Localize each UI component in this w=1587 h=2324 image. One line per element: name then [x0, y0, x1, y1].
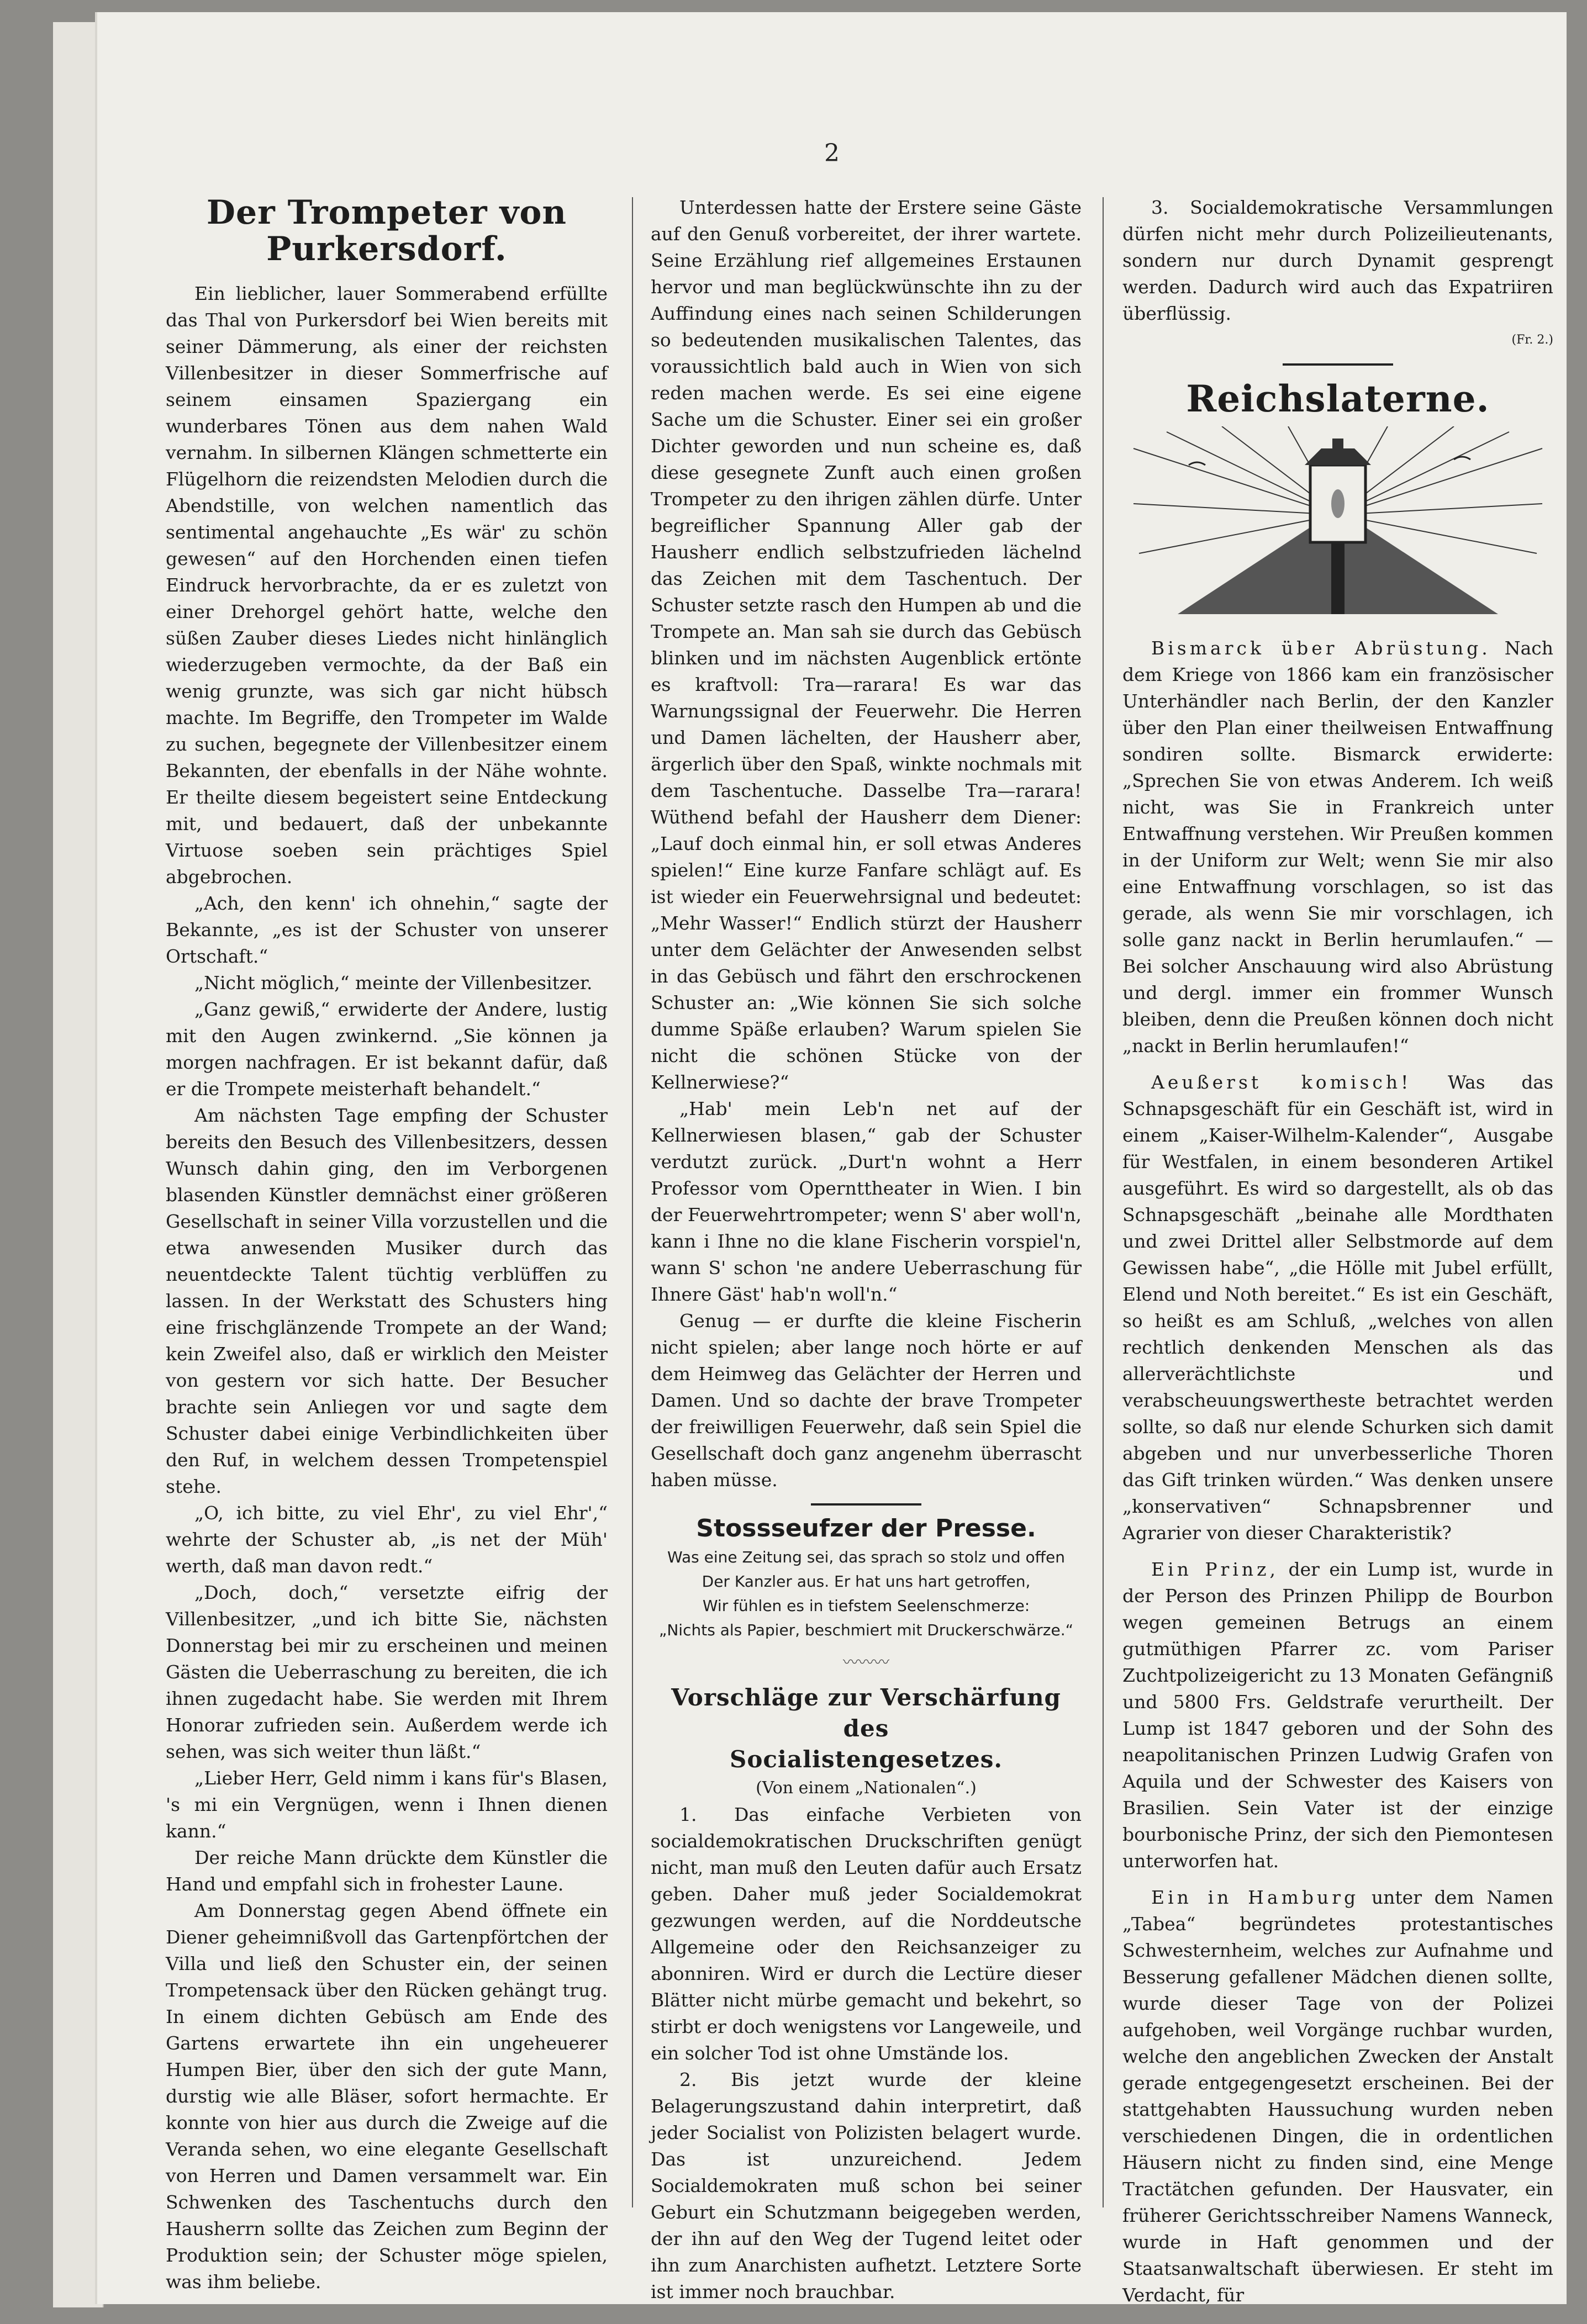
reichslaterne-title: Reichslaterne. [1186, 377, 1490, 420]
news-item [1122, 1556, 1553, 1874]
lantern-illustration [1122, 426, 1553, 625]
paragraph: 2. Bis jetzt wurde der kleine Belagerungszustand dahin interpretirt, daß jeder Socialist von Polizisten belagert wurde. Das ist unzureichend. Jedem Socialdemokraten muß schon bei seiner Geburt ein Schutzmann beigegeben werden, der ihn auf den Weg der Tugend leitet oder ihn zum Anarchisten aufhetzt. Letztere Sorte ist immer noch brauchbar. [651, 2069, 1082, 2302]
poem [651, 1545, 1082, 1642]
section-rule-col3 [1283, 363, 1393, 366]
page-number: 2 [824, 139, 840, 167]
section-title-line-2: Socialistengesetzes. [730, 1746, 1003, 1773]
newspaper-page [97, 12, 1567, 2304]
paragraph: „Doch, doch,“ versetzte eifrig der Villenbesitzer, „und ich bitte Sie, nächsten Donnerstag bei mir zu erscheinen und meinen Gästen die Ueberraschung zu bereiten, die ich ihnen zugedacht habe. Sie werden mit Ihrem Honorar zufrieden sein. Außerdem werde ich sehen, was sich weiter thun läßt.“ [166, 1582, 608, 1762]
news-item-text: Nach dem Kriege von 1866 kam ein französischer Unterhändler nach Berlin, der den Kanzler über den Plan einer theilweisen Entwaffnung sondiren sollte. Bismarck erwiderte: „Sprechen Sie von etwas Anderem. Ich weiß nicht, was Sie in Frankreich unter Entwaffnung verstehen. Wir Preußen kommen in der Uniform zur Welt; wenn Sie mir also eine Entwaffnung vorschlagen, so ist das gerade, als wenn Sie mir vorschlagen, ich solle ganz nackt in Berlin herumlaufen.“ — Bei solcher Anschauung wird also Abrüstung und dergl. immer ein frommer Wunsch bleiben, denn die Preußen können doch nicht „nackt in Berlin herumlaufen!“ [1122, 637, 1553, 1057]
news-item [1122, 635, 1553, 1059]
news-item [1122, 1069, 1553, 1546]
section-rule [811, 1503, 921, 1506]
news-item [1122, 1884, 1553, 2309]
article-body-trompeter [166, 281, 608, 2295]
paragraph: Am nächsten Tage empfing der Schuster bereits den Besuch des Villenbesitzers, dessen Wunsch dahin ging, den im Verborgenen blasenden Künstler demnächst einer größeren Gesellschaft in seiner Villa vorzustellen und die etwa anwesenden Musiker durch das neuentdeckte Talent tüchtig verblüffen zu lassen. In der Werkstatt des Schusters hing eine frischglänzende Trompete an der Wand; kein Zweifel also, daß er wirklich den Meister von gestern vor sich hatte. Der Besucher brachte sein Anliegen vor und sagte dem Schuster dabei einige Verbindlichkeiten über den Ruf, in welchem dessen Trompetenspiel stehe. [166, 1105, 608, 1497]
paragraph: Genug — er durfte die kleine Fischerin nicht spielen; aber lange noch hörte er auf dem Heimweg das Gelächter der Herren und Damen. Und so dachte der brave Trompeter der freiwilligen Feuerwehr, daß sein Spiel die Gesellschaft doch ganz angenehm überrascht haben müsse. [651, 1310, 1082, 1491]
news-item-lead: Ein in Hamburg [1151, 1887, 1359, 1908]
paragraph: „O, ich bitte, zu viel Ehr', zu viel Ehr',“ wehrte der Schuster ab, „is net der Müh' werth, daß man davon redt.“ [166, 1502, 608, 1577]
column-divider-2 [1103, 197, 1104, 2207]
paragraph: „Hab' mein Leb'n net auf der Kellnerwiesen blasen,“ gab der Schuster verdutzt zurück. „Durt'n wohnt a Herr Professor vom Opernttheater in Wien. I bin der Feuerwehrtrompeter; wenn S' aber woll'n, kann i Ihne no die klane Fischerin vorspiel'n, wann S' schon 'ne andere Ueberraschung für Ihnere Gäst' hab'n woll'n.“ [651, 1098, 1082, 1305]
poem-line: Der Kanzler aus. Er hat uns hart getroffen, [702, 1572, 1031, 1591]
column-1 [166, 194, 608, 2295]
news-item-lead: Aeußerst komisch! [1151, 1071, 1412, 1093]
paragraph: „Ach, den kenn' ich ohnehin,“ sagte der Bekannte, „es ist der Schuster von unserer Ortschaft.“ [166, 892, 608, 967]
news-item-text: Was das Schnapsgeschäft für ein Geschäft ist, wird in einem „Kaiser-Wilhelm-Kalender“, Ausgabe für Westfalen, in einem besonderen Artikel ausgeführt. Es wird so dargestellt, als ob das Schnapsgeschäft „beinahe alle Mordthaten und zwei Drittel aller Selbstmorde auf dem Gewissen habe“, „die Hölle mit Jubel erfüllt, Elend und Noth bereitet.“ Es ist ein Geschäft, so heißt es am Schluß, „welches von allen rechtlich denkenden Menschen als das allerverächtlichste und verabscheuungswertheste betrachtet werden sollte, so daß nur elende Schurken sich damit abgeben und nur unverbesserliche Thoren das Gift trinken würden.“ Was denken unsere „konservativen“ Schnapsbrenner und Agrarier von dieser Charakteristik? [1122, 1071, 1553, 1544]
poem-line: Wir fühlen es in tiefstem Seelenschmerze: [702, 1597, 1030, 1615]
paragraph: „Lieber Herr, Geld nimm i kans für's Blasen, 's mi ein Vergnügen, wenn i Ihnen dienen kann.“ [166, 1767, 608, 1842]
news-item-text: unter dem Namen „Tabea“ begründetes protestantisches Schwesternheim, welches zur Aufnahme und Besserung gefallener Mädchen dienen sollte, wurde dieser Tage von der Polizei aufgehoben, weil Vorgänge ruchbar wurden, welche den angeblichen Zwecken der Anstalt gerade entgegengesetzt erscheinen. Bei der stattgehabten Haussuchung wurden neben verschiedenen Dingen, die in ordentlichen Häusern nicht zu finden sind, eine Menge Tractätchen gefunden. Der Hausvater, ein früherer Gerichtsschreiber Namens Wanneck, wurde in Haft genommen und der Staatsanwaltschaft überwiesen. Er steht im Verdacht, für [1122, 1887, 1553, 2306]
poem-line: Was eine Zeitung sei, das sprach so stolz und offen [667, 1548, 1065, 1566]
paragraph: Unterdessen hatte der Erstere seine Gäste auf den Genuß vorbereitet, der ihrer wartete. Seine Erzählung rief allgemeines Erstaunen hervor und man beglückwünschte ihn zu der Auffindung eines nach seinen Schilderungen so bedeutenden musikalischen Talentes, das voraussichtlich bald auch in Wien von sich reden machen werde. Es sei eine eigene Sache um die Schuster. Einer sei ein großer Dichter geworden und nun scheine es, daß diese gesegnete Zunft auch einen großen Trompeter zu den ihrigen zählen dürfe. Unter begreiflicher Spannung Aller gab der Hausherr endlich selbstzufrieden lächelnd das Zeichen mit dem Taschentuch. Der Schuster setzte rasch den Humpen ab und die Trompete an. Man sah sie durch das Gebüsch blinken und im nächsten Augenblick ertönte es kraftvoll: Tra—rarara! Es war das Warnungssignal der Feuerwehr. Die Herren und Damen lächelten, der Hausherr aber, ärgerlich über den Spaß, winkte nochmals mit dem Taschentuche. Dasselbe Tra—rarara! Wüthend befahl der Hausherr dem Diener: „Lauf doch einmal hin, er soll etwas Anderes spielen!“ Eine kurze Fanfare schlägt auf. Es ist wieder ein Feuerwehrsignal und bedeutet: „Mehr Wasser!“ Endlich stürzt der Hausherr unter dem Gelächter der Anwesenden selbst in das Gebüsch und fährt den erschrockenen Schuster an: „Wie können Sie sich solche dumme Späße erlauben? Warum spielen Sie nicht die schönen Stücke von der Kellnerwiese?“ [651, 197, 1082, 1093]
paragraph: Am Donnerstag gegen Abend öffnete ein Diener geheimnißvoll das Gartenpförtchen der Villa und ließ den Schuster ein, der seinen Trompetensack über den Rücken gehängt trug. In einem dichten Gebüsch am Ende des Gartens erwartete ihn ein ungeheuerer Humpen Bier, über den sich der gute Mann, durstig wie alle Bläser, sofort hermachte. Er konnte von hier aus durch die Zweige auf die Veranda sehen, wo eine elegante Gesellschaft von Herren und Damen versammelt war. Ein Schwenken des Taschentuchs durch den Hausherrn sollte das Zeichen zum Beginn der Produktion sein; der Schuster möge spielen, was ihm beliebe. [166, 1900, 608, 2293]
poem-line: „Nichts als Papier, beschmiert mit Druckerschwärze.“ [658, 1621, 1074, 1639]
reichslaterne-items [1122, 635, 1553, 2309]
intro-signature: (Fr. 2.) [1511, 333, 1553, 347]
paragraph: 1. Das einfache Verbieten von socialdemokratischen Druckschriften genügt nicht, man muß den Leuten dafür auch Ersatz geben. Daher muß jeder Socialdemokrat gezwungen werden, auf die Norddeutsche Allgemeine oder den Reichsanzeiger zu abonniren. Wird er durch die Lectüre dieser Blätter nicht mürbe gemacht und bekehrt, so stirbt er doch wenigstens vor Langeweile, und ein solcher Tod ist ohne Umstände los. [651, 1804, 1082, 2064]
paragraph: Ein lieblicher, lauer Sommerabend erfüllte das Thal von Purkersdorf bei Wien bereits mit seiner Dämmerung, als einer der reichsten Villenbesitzer in dieser Sommerfrische auf seinem einsamen Spaziergang ein wunderbares Tönen aus dem nahen Wald vernahm. In silbernen Klängen schmetterte ein Flügelhorn die reizendsten Melodien durch die Abendstille, von welchen namentlich das sentimental angehauchte „Es wär' zu schön gewesen“ auf den Horchenden einen tiefen Eindruck hervorbrachte, da er es zuletzt von einer Drehorgel gehört hatte, welche den süßen Zauber dieses Liedes nicht hinlänglich wiederzugeben vermochte, da der Baß ein wenig grunzte, was sich gar nicht hübsch machte. Im Begriffe, den Trompeter im Walde zu suchen, begegnete der Villenbesitzer einem Bekannten, der ebenfalls in der Nähe wohnte. Er theilte diesem begeistert seine Entdeckung mit, und bedauert, daß der unbekannte Virtuose soeben sein prächtiges Spiel abgebrochen. [166, 283, 608, 888]
news-item-lead: Ein Prinz, [1151, 1559, 1279, 1580]
news-item-lead: Bismarck über Abrüstung. [1151, 637, 1491, 659]
news-item-text: der ein Lump ist, wurde in der Person des Prinzen Philipp de Bourbon wegen gemeinen Betrugs an einem gutmüthigen Pfarrer zc. vom Pariser Zuchtpolizeigericht zu 13 Monaten Gefängniß und 5800 Frs. Geldstrafe verurtheilt. Der Lump ist 1847 geboren und der Sohn des neapolitanischen Prinzen Ludwig Grafen von Aquila und der Schwester des Kaisers von Brasilien. Sein Vater ist der einzige bourbonische Prinz, der sich den Piemontesen unterworfen hat. [1122, 1559, 1553, 1872]
article-body-trompeter-continued [651, 194, 1082, 1493]
paragraph: Der reiche Mann drückte dem Künstler die Hand und empfahl sich in frohester Laune. [166, 1847, 608, 1895]
intro-paragraph: 3. Socialdemokratische Versammlungen dürfen nicht mehr durch Polizeilieutenants, sondern nur durch Dynamit gesprengt werden. Dadurch wird auch das Expatriiren überflüssig. [1122, 197, 1553, 324]
poem-title: Stossseufzer der Presse. [696, 1514, 1036, 1543]
column-divider-1 [632, 197, 633, 2207]
paragraph: „Ganz gewiß,“ erwiderte der Andere, lustig mit den Augen zwinkernd. „Sie können ja morgen nachfragen. Er ist bekannt dafür, daß er die Trompete meisterhaft behandelt.“ [166, 999, 608, 1100]
column-2 [651, 194, 1082, 2305]
section-title-line-1: Vorschläge zur Verschärfung des [671, 1684, 1061, 1742]
ornament-divider: 〰〰〰 [842, 1653, 889, 1671]
column-3 [1122, 194, 1553, 2318]
section-byline: (Von einem „Nationalen“.) [756, 1778, 977, 1798]
article-title-trompeter: Der Trompeter von Purkersdorf. [206, 193, 567, 268]
paragraph: „Nicht möglich,“ meinte der Villenbesitzer. [194, 972, 593, 994]
section-body-vorschlaege [651, 1802, 1082, 2305]
